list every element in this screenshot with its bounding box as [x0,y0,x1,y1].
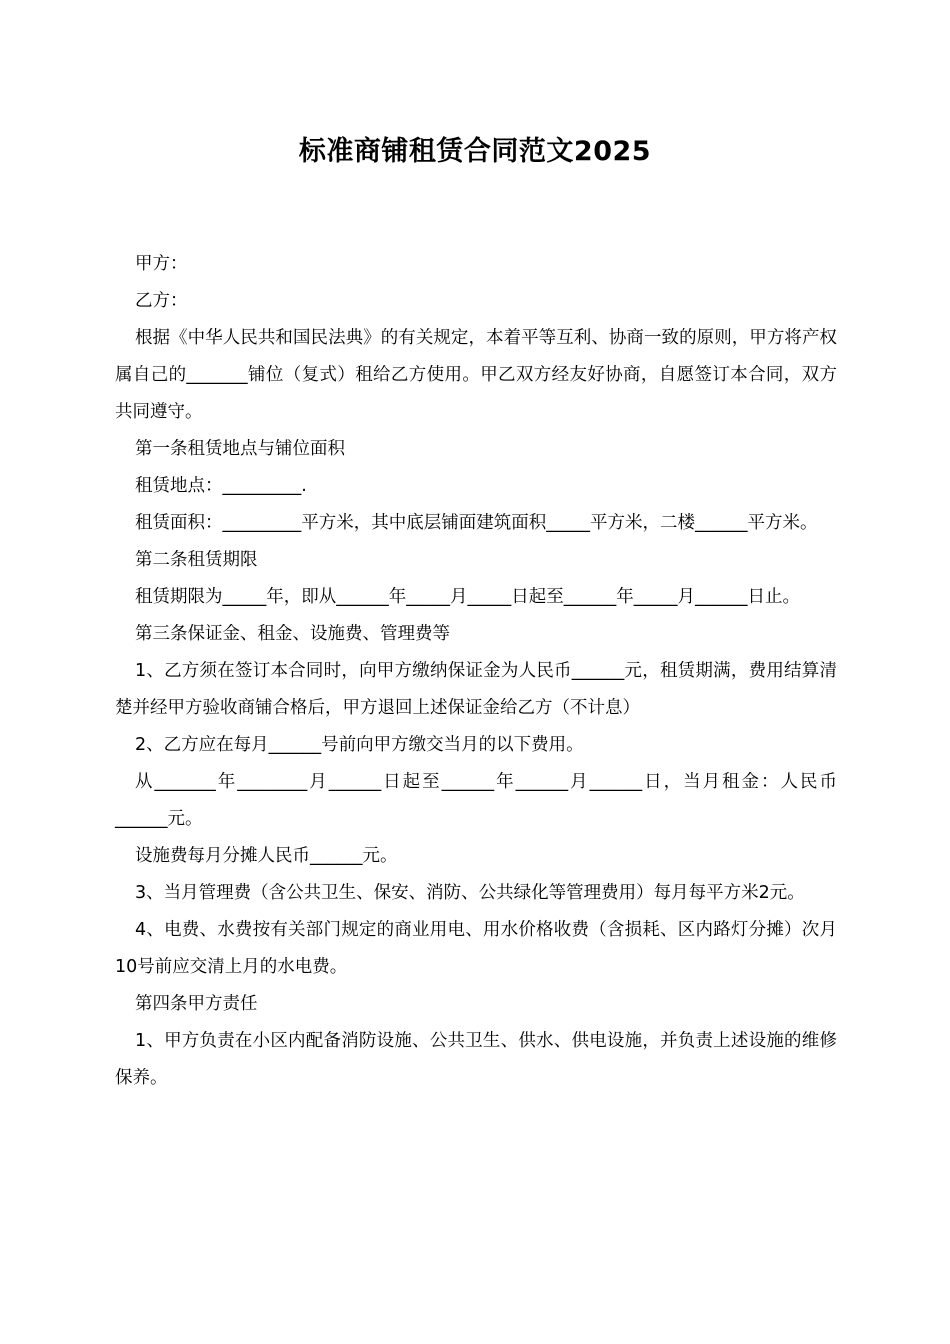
article-1-heading: 第一条租赁地点与铺位面积 [135,439,345,459]
lease-location-line: 租赁地点：_________. [135,476,307,496]
document-title: 标准商铺租赁合同范文2025 [298,136,652,167]
article-3-heading: 第三条保证金、租金、设施费、管理费等 [135,624,450,644]
article-2-heading: 第二条租赁期限 [135,550,258,570]
lease-area-paragraph: 租赁面积：_________平方米，其中底层铺面建筑面积_____平方米，二楼______平方米。 [135,513,818,533]
party-a-line: 甲方： [135,254,188,274]
lease-term-paragraph: 租赁期限为_____年，即从______年_____月_____日起至______年_____月______日止。 [135,587,800,607]
article-4-heading: 第四条甲方责任 [135,994,258,1014]
rent-period-paragraph: 从_______年________月______日起至______年______月______日，当月租金：人民币______元。 [115,772,837,829]
lessor-duty-paragraph: 1、甲方负责在小区内配备消防设施、公共卫生、供水、供电设施，并负责上述设施的维修保养。 [115,1031,837,1088]
utilities-paragraph: 4、电费、水费按有关部门规定的商业用电、用水价格收费（含损耗、区内路灯分摊）次月10号前应交清上月的水电费。 [115,920,837,977]
preamble-paragraph: 根据《中华人民共和国民法典》的有关规定，本着平等互利、协商一致的原则，甲方将产权属自己的_______铺位（复式）租给乙方使用。甲乙双方经友好协商，自愿签订本合同，双方共同遵守。 [115,328,837,422]
deposit-paragraph: 1、乙方须在签订本合同时，向甲方缴纳保证金为人民币______元，租赁期满，费用结算清楚并经甲方验收商铺合格后，甲方退回上述保证金给乙方（不计息） [115,661,837,718]
document-body [115,246,837,1097]
monthly-payment-paragraph: 2、乙方应在每月______号前向甲方缴交当月的以下费用。 [135,735,584,755]
facility-fee-line: 设施费每月分摊人民币______元。 [135,846,398,866]
party-b-line: 乙方： [135,291,188,311]
management-fee-paragraph: 3、当月管理费（含公共卫生、保安、消防、公共绿化等管理费用）每月每平方米2元。 [135,883,805,903]
